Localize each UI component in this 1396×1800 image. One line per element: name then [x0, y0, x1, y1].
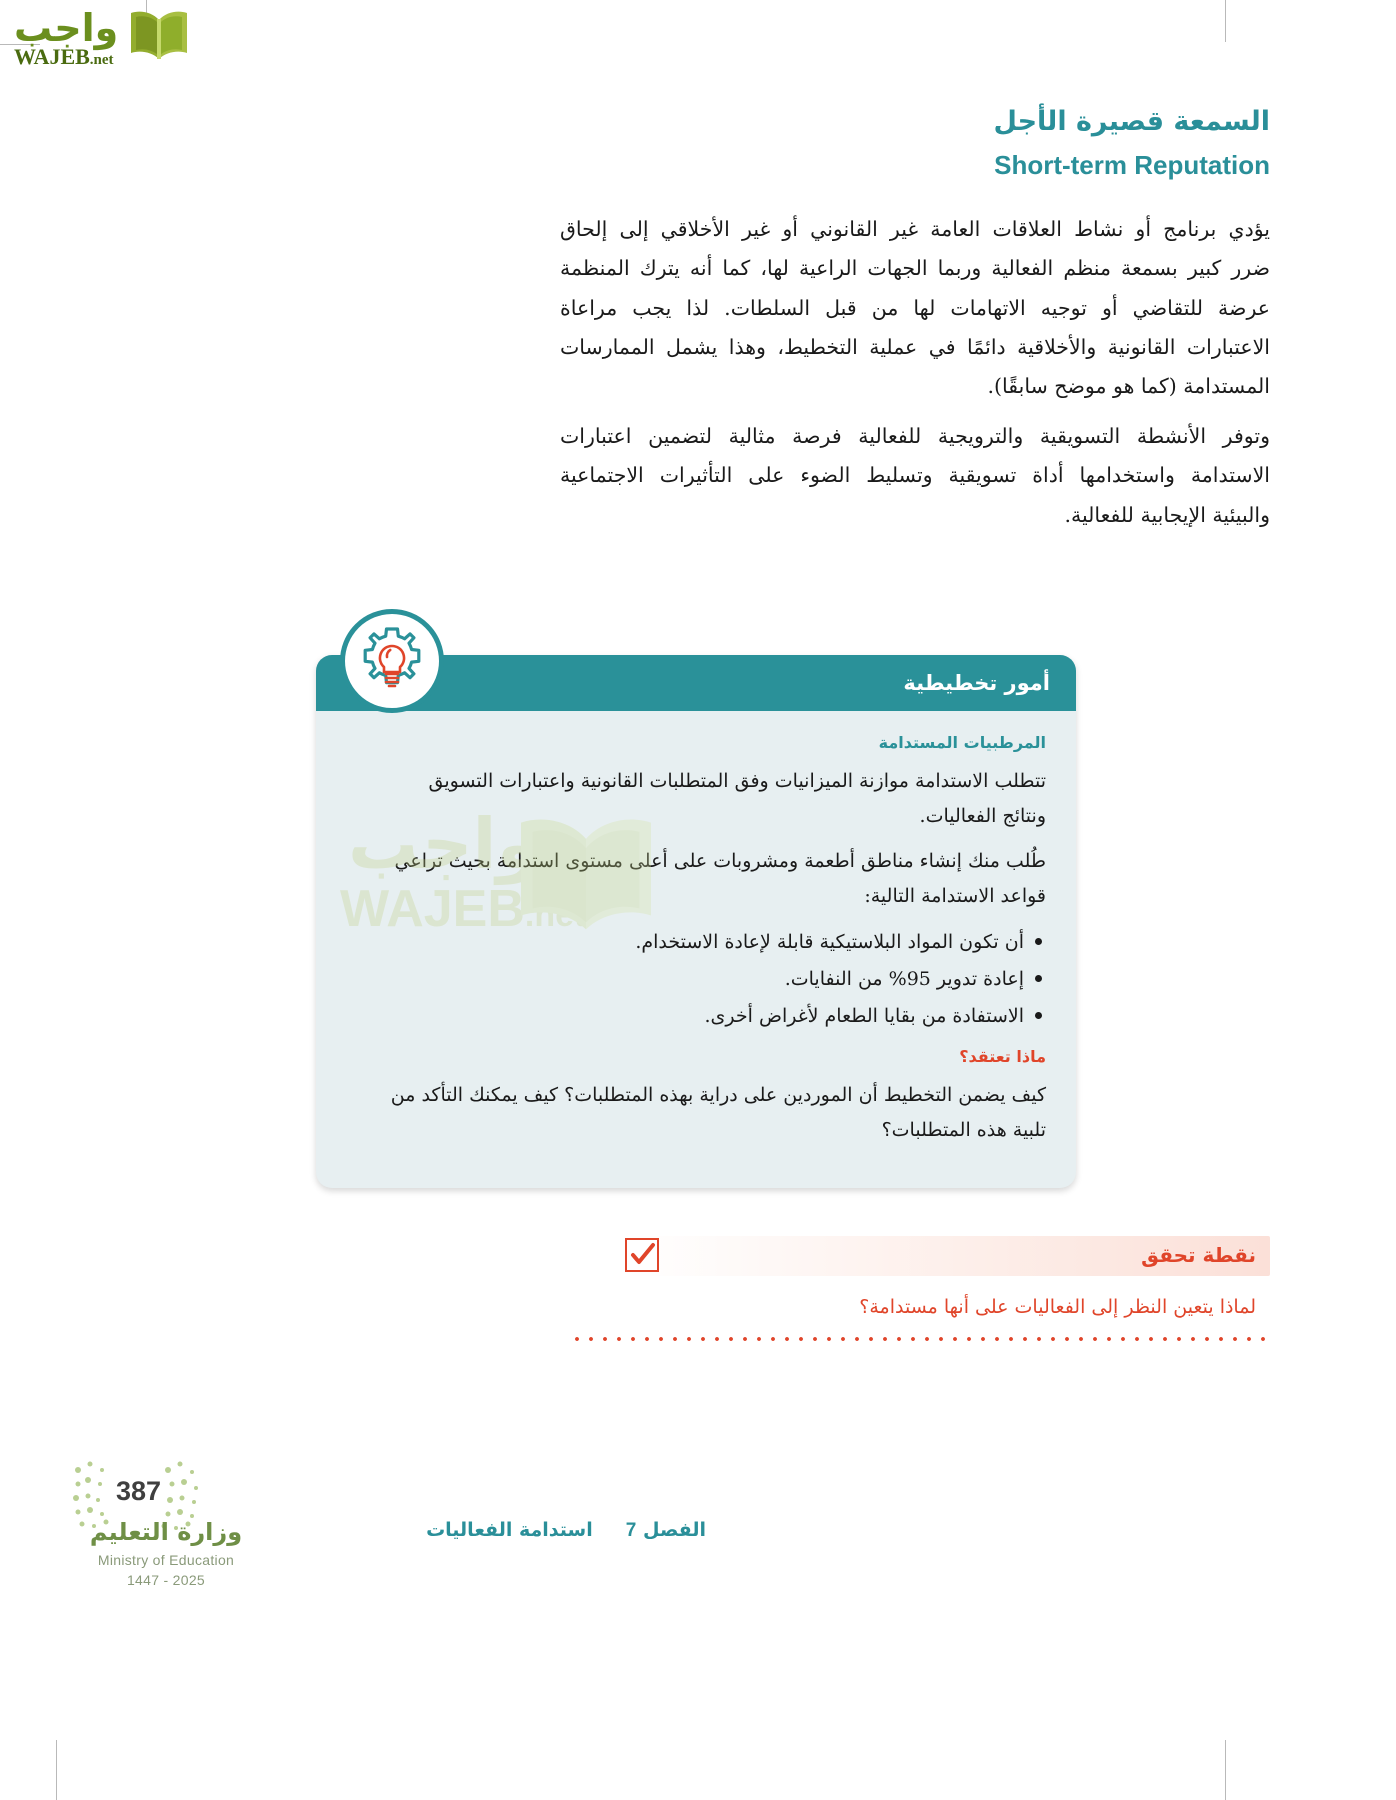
list-item: إعادة تدوير 95% من النفايات.: [346, 962, 1046, 996]
infobox-line: كيف يضمن التخطيط أن الموردين على دراية بهذه المتطلبات؟ كيف يمكنك التأكد من: [390, 1084, 1046, 1107]
infobox-line: تلبية هذه المتطلبات؟: [881, 1119, 1046, 1142]
open-book-icon: [126, 8, 192, 69]
crop-mark-bottom-left: [56, 1740, 57, 1800]
paragraph-1: [560, 210, 1270, 407]
footer-chapter-info: [426, 1519, 706, 1542]
heading-english: Short-term Reputation: [994, 150, 1270, 181]
heading-arabic: السمعة قصيرة الأجل: [993, 106, 1270, 137]
paragraph-line: الاعتبارات القانونية والأخلاقية دائمًا في عملية التخطيط، وهذا يشمل الممارسات: [560, 335, 1270, 360]
page-number: 387: [116, 1476, 162, 1506]
checkpoint-section: [560, 1236, 1270, 1342]
paragraph-2: [560, 417, 1270, 535]
checkpoint-dotted-divider: [570, 1336, 1270, 1342]
logo-latin-text: WAJEB.net: [14, 44, 114, 69]
infobox-body: [316, 711, 1076, 1188]
checkbox-checked-icon: [625, 1238, 659, 1272]
watermark-latin: WAJEB.net: [340, 880, 586, 938]
watermark-arabic: واجب: [348, 803, 541, 885]
body-text-column: [560, 210, 1270, 539]
list-item: أن تكون المواد البلاستيكية قابلة لإعادة الاستخدام.: [346, 925, 1046, 959]
paragraph-line: وتوفر الأنشطة التسويقية والترويجية للفعالية فرصة مثالية لتضمين اعتبارات: [560, 423, 1270, 448]
list-item: الاستفادة من بقايا الطعام لأغراض أخرى.: [346, 999, 1046, 1033]
paragraph-line: يؤدي برنامج أو نشاط العلاقات العامة غير القانوني أو غير الأخلاقي إلى إلحاق: [560, 217, 1270, 241]
sustainability-rules-list: [346, 925, 1046, 1034]
chapter-title: استدامة الفعاليات: [426, 1519, 593, 1541]
ministry-seal: [62, 1452, 282, 1622]
ministry-years: 2025 - 1447: [126, 1572, 206, 1588]
infobox-title: أمور تخطيطية: [903, 671, 1050, 695]
checkpoint-bar: [625, 1236, 1270, 1276]
ministry-name-english: Ministry of Education: [97, 1552, 235, 1568]
infobox-line: ونتائج الفعاليات.: [919, 805, 1046, 828]
site-logo: [8, 6, 198, 68]
chapter-number: 7: [625, 1520, 637, 1541]
infobox-line: تتطلب الاستدامة موازنة الميزانيات وفق المتطلبات القانونية واعتبارات التسويق: [428, 770, 1046, 792]
paragraph-line: ضرر كبير بسمعة منظم الفعالية وربما الجهات الراعية لها، كما أنه يترك المنظمة: [560, 256, 1270, 281]
gear-lightbulb-icon: [340, 609, 444, 713]
ministry-name-arabic: وزارة التعليم: [89, 1518, 243, 1546]
paragraph-line: عرضة للتقاضي أو توجيه الاتهامات لها من قبل السلطات. لذا يجب مراعاة: [560, 295, 1270, 320]
planning-considerations-box: [316, 655, 1076, 1188]
paragraph-line: الاستدامة واستخدامها أداة تسويقية وتسليط الضوء على التأثيرات الاجتماعية: [560, 463, 1270, 488]
infobox-paragraph-2: [346, 844, 1046, 914]
infobox-line: طُلب منك إنشاء مناطق أطعمة ومشروبات على أعلى مستوى استدامة بحيث تراعي: [394, 850, 1046, 873]
checkpoint-title: نقطة تحقق: [1141, 1243, 1256, 1267]
paragraph-line: والبيئية الإيجابية للفعالية.: [1064, 502, 1270, 527]
crop-mark-bottom-right: [1225, 1740, 1226, 1800]
checkpoint-question: لماذا يتعين النظر إلى الفعاليات على أنها مستدامة؟: [859, 1296, 1256, 1318]
crop-mark-top-right: [1225, 0, 1226, 42]
infobox-subtitle: المرطبيات المستدامة: [878, 733, 1046, 752]
infobox-question: [346, 1078, 1046, 1148]
infobox-question-label: ماذا تعتقد؟: [959, 1047, 1046, 1067]
infobox-line: قواعد الاستدامة التالية:: [864, 885, 1046, 908]
section-heading: [550, 104, 1270, 183]
logo-arabic-text: واجب: [14, 6, 119, 50]
paragraph-line: المستدامة (كما هو موضح سابقًا).: [987, 374, 1270, 399]
chapter-label: الفصل: [642, 1519, 706, 1541]
infobox-paragraph-1: [346, 764, 1046, 834]
